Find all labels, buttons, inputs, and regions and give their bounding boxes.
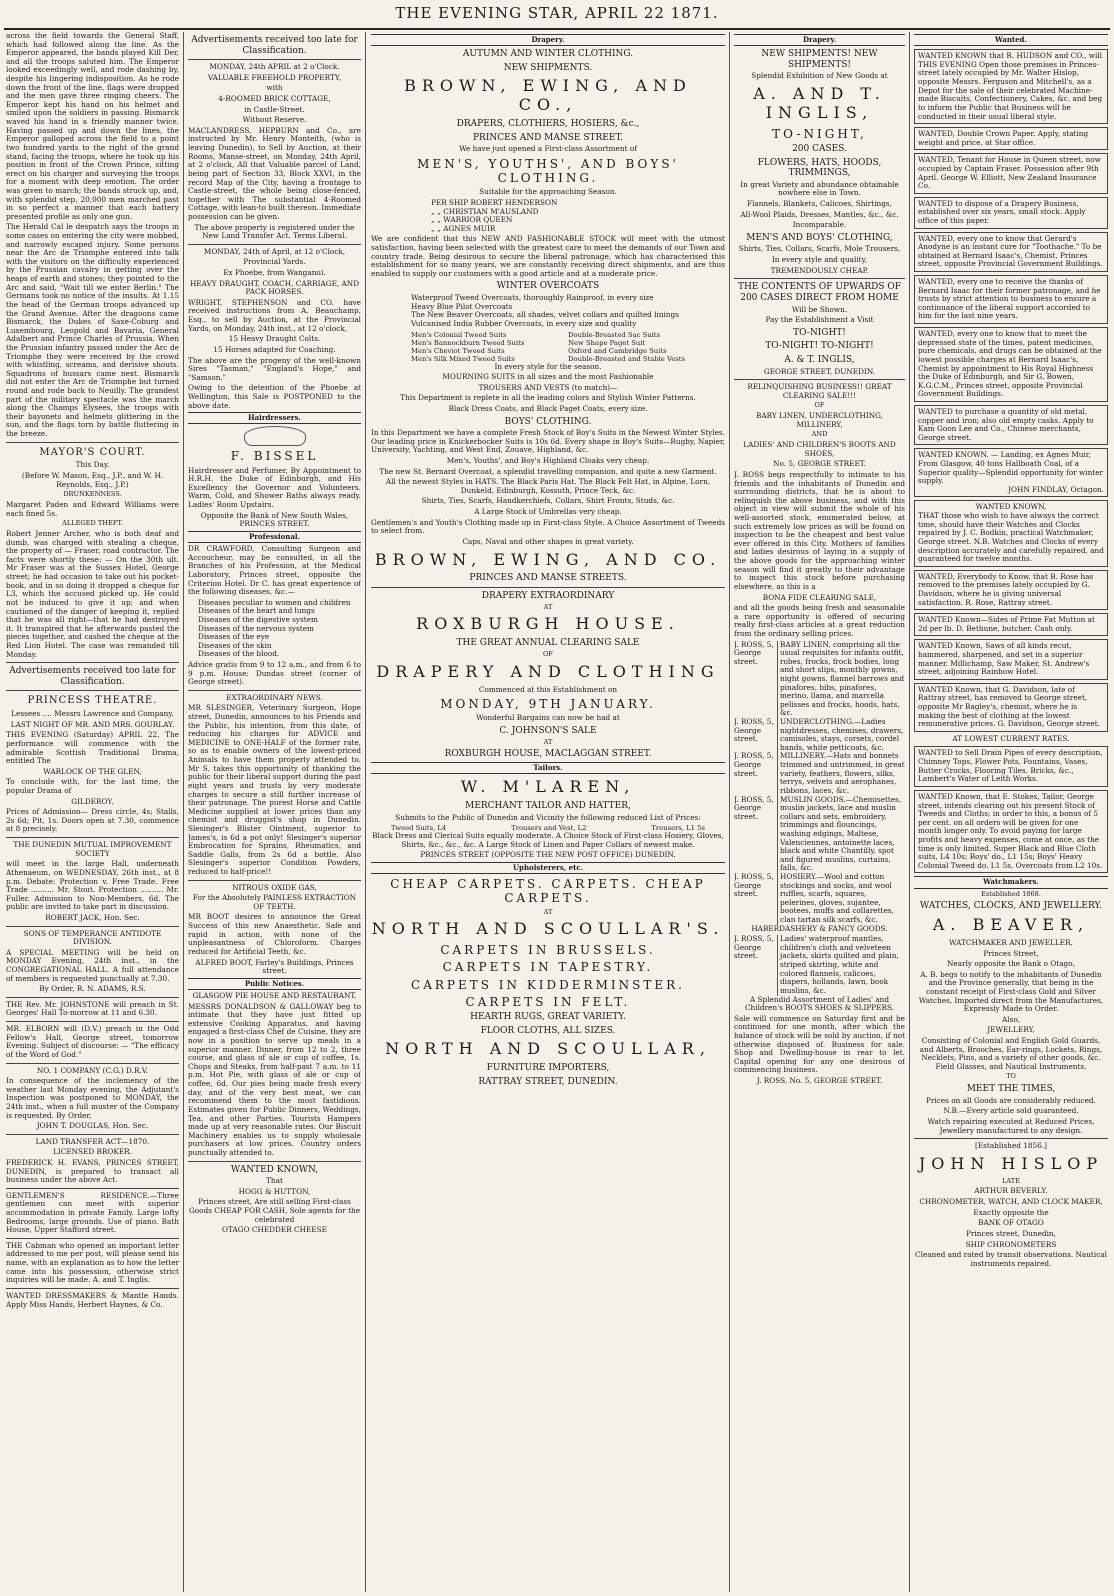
divider: [6, 1134, 179, 1135]
price-item: Trousers and Vest, L2: [511, 824, 587, 833]
wanted-known-text: THAT those who wish to have always the correct time, should have their Watches and Clocks repaired by J. C. Bodkin, practical Watchmaker, George street. N.B. Watches and Clocks of every description accurately and carefully repaired, and guaranteed for twelve months.: [918, 511, 1104, 564]
contents-heading: THE CONTENTS OF UPWARDS OF 200 CASES DIRECT FROM HOME: [738, 282, 901, 303]
beverly-name: ARTHUR BEVERLY.: [974, 1186, 1048, 1196]
list-item: Diseases peculiar to women and children: [198, 597, 351, 607]
exhibition-text: Splendid Exhibition of New Goods at: [751, 71, 888, 81]
gas-subtitle: For the Absolutely PAINLESS EXTRACTION OF TEETH.: [192, 893, 357, 911]
wanted-ad: WANTED, every one to know that to meet the depressed state of the times, patent medicines, pure chemicals, and drugs can be obtained at the lowest possible charges at Bernard Isaac's, Chemist by appointment to His Royal Highness the Duke of Edinburgh, and Sir G. Bowen, K.G.C.M., Princes street, opposite Provincial Government Buildings.: [914, 327, 1108, 402]
wanted-ad: WANTED Known, that E. Stokes, Tailor, George street, intends clearing out his present Stock of Tweeds and Cloths; in order to this, a bonus of 5 per cent. on all orders will be given for one month longer only. To avoid paying for large profits and heavy expenses, come at once, as the time is only limited. Super Black and Blue Cloth suits, L4 10s; Boys' do., L1 15s; Boys' Heavy Colonial Tweed do. L1 5s. Overcoats from L2 10s.: [914, 790, 1108, 873]
sale2-item-1: 15 Heavy Draught Colts.: [228, 334, 321, 344]
mutual-text: will meet in the large Hall, underneath Athenaeum, on WEDNESDAY, 26th inst., at 8 p.m. Debate: Protection v. Free Trade. Free Trade .......... Mr. Stout. Protection .......... Mr. Fuller. Admission to Non-Members, 6d. The public are invited to take part in discussion.: [6, 859, 179, 912]
reduced-text: Prices on all Goods are considerably reduced.: [926, 1095, 1096, 1105]
firm-description: DRAPERS, CLOTHIERS, HOSIERS, &c.,: [456, 119, 640, 130]
wanted-known-title: WANTED KNOWN,: [975, 502, 1047, 512]
late-ads-title: Advertisements received too late for Classification.: [9, 666, 176, 687]
divider: [371, 587, 725, 588]
wool-text: All-Wool Plaids, Dresses, Mantles, &c., &c.: [740, 209, 899, 219]
lowest-rates: AT LOWEST CURRENT RATES.: [952, 733, 1070, 743]
wanted-text: Princes street, Are still selling First-class Goods CHEAP FOR CASH, Sole agents for the celebrated: [188, 1197, 361, 1224]
wanted-ad: WANTED to dispose of a Drapery Business, established over six years, small stock. Apply office of this paper.: [914, 197, 1108, 229]
wanted-ad: [914, 500, 1108, 566]
list-item: PER SHIP ROBERT HENDERSON: [431, 197, 558, 207]
overcoats-heading: WINTER OVERCOATS: [496, 281, 600, 292]
ross-item: [734, 718, 905, 752]
relinquishing-heading: RELINQUISHING BUSINESS!! GREAT CLEARING SALE!!!: [747, 382, 892, 400]
princess-play: WARLOCK OF THE GLEN,: [43, 766, 142, 776]
list-item: The New Beaver Overcoats, all shades, velvet collars and quilted linings: [411, 310, 679, 320]
ross-item: [734, 796, 905, 873]
princess-last-night: LAST NIGHT OF MR. AND MRS. GOURLAY.: [10, 719, 175, 729]
list-item: „ „ AGNES MUIR: [431, 223, 496, 233]
sale2-place: Provincial Yards.: [243, 257, 306, 267]
sale2-ex: Ex Phoebe, from Wanganui.: [223, 268, 326, 278]
bargains-text: Wonderful Bargains can now be had at: [476, 713, 620, 723]
sale1-location: in Castle-Street.: [244, 104, 305, 114]
residence-notice: GENTLEMEN'S RESIDENCE.—Three gentlemen can meet with superior accommodation in private Family. Large lofty Bedrooms, large grounds. Use of piano. Bath House, Upper Stafford street.: [6, 1190, 179, 1235]
divider: [6, 1063, 179, 1064]
cases-count: 200 CASES.: [792, 143, 847, 154]
carpets-kidderminster: CARPETS IN KIDDERMINSTER.: [411, 977, 685, 992]
ross-item-side: J. ROSS, 5, George street.: [734, 794, 774, 821]
list-item: Diseases of the eye: [198, 632, 270, 642]
sale1-note: The above property is registered under the New Land Transfer Act. Terms Liberal.: [194, 222, 355, 241]
wanted-ad: [914, 448, 1108, 497]
list-item: Vulcanised India Rubber Overcoats, in every size and quality: [411, 318, 637, 328]
bona-fide: BONA FIDE CLEARING SALE,: [762, 592, 877, 602]
ross-item: [734, 641, 905, 718]
monday-date: MONDAY, 9TH JANUARY.: [440, 697, 656, 712]
list-item: Diseases of the nervous system: [198, 623, 314, 633]
masthead: THE EVENING STAR, APRIL 22 1871.: [395, 4, 719, 22]
crawford-text: DR CRAWFORD, Consulting Surgeon and Accoucheur, may be consulted, in all the Branches of his Profession, at the Medical Laboratory, Princes street, opposite the Criterion Hotel. Dr C. has great experience of the following diseases, &c.—: [188, 544, 361, 597]
column-rule: [365, 32, 366, 1592]
tremendously-cheap: TREMENDOUSLY CHEAP.: [770, 265, 869, 275]
shipments-heading: NEW SHIPMENTS.: [503, 62, 593, 73]
wanted-cheese: OTAGO CHEDDER CHEESE: [222, 1225, 327, 1235]
drunkenness-heading: DRUNKENNESS.: [63, 490, 122, 499]
cleaned-text: Cleaned and rated by transit observations. Nautical instruments repaired.: [915, 1250, 1107, 1268]
wanted-ad: WANTED Known, that G. Davidson, late of Rattray street, has removed to George street, opposite Mr Bagley's, chemist, where he is making the best of clothing at the lowest remunerative prices. G. Davidson, George street.: [914, 683, 1108, 732]
pie-text: MESSRS DONALDSON & GALLOWAY beg to intimate that they have just fitted up extensive Cooking Apparatus, and having engaged a first-class Chef de Cuisine, they are now in a position to serve up meals in a superior manner. Dinner, from 12 to 2, three course, and glass of ale or cup of coffee, 1s. Chops and Steaks, from half-past 7 a.m. to 11 p.m. Hot Pie, with glass of ale or cup of coffee, 6d. Our pies being made fresh every day, and of the very best meat, we can recommend them to the most fastidious. Estimates given for Public Dinners, Weddings, Tea, and other Parties. Tourists Hampers made up at very reasonable rates. Our Biscuit Machinery enables us to supply wholesale purchasers at low prices. Country orders punctually attended to.: [188, 1001, 361, 1157]
mutual-sign: ROBERT JACK, Hon. Sec.: [45, 912, 140, 922]
visit-text: Pay the Establishment a Visit: [765, 315, 874, 325]
at-label: AT: [543, 907, 553, 916]
sale1-cottage: 4-ROOMED BRICK COTTAGE,: [218, 94, 331, 104]
ross-item: [734, 935, 905, 995]
wanted-ad: WANTED, Tenant for House in Queen street, now occupied by Captain Fraser. Possession after 9th April. George W. Elliott, New Zealand Insurance Co.: [914, 153, 1108, 193]
divider: [6, 1021, 179, 1022]
repair-text: Watch repairing executed at Reduced Prices, Jewellery manufactured to any design.: [927, 1117, 1095, 1135]
wanted-ad-text: WANTED KNOWN. — Landing, ex Agnes Muir, From Glasgow, 40 tons Hallboath Coal, of a Superior quality—Splendid opportunity for winter supply.: [918, 450, 1104, 486]
list-item: Waterproof Tweed Overcoats, thoroughly Rainproof, in every size: [411, 293, 654, 303]
north-scoullars: NORTH AND SCOULLAR'S.: [371, 919, 725, 939]
carpets-brussels: CARPETS IN BRUSSELS.: [440, 943, 656, 958]
every-style-text: In every style for the season.: [494, 361, 602, 371]
princess-lessees: Lessees .... Messrs Lawrence and Company.: [11, 709, 174, 719]
carpets-felt: CARPETS IN FELT.: [465, 994, 631, 1009]
wanted-ad: WANTED Known, Saws of all kinds recut, hammered, sharpened, and set in a superior manner. Millichamp, Saw Maker, St. Andrew's street, adjoining Rainbow Hotel.: [914, 639, 1108, 679]
ross-item-side: J. ROSS, 5, George street.: [734, 717, 774, 744]
elborn-notice: MR. ELBORN will (D.V.) preach in the Odd Fellow's Hall, George street, tomorrow Evening. Subject of discourse: — "The efficacy of the Word of God.": [6, 1024, 179, 1059]
news-text: MR SLESINGER, Veterinary Surgeon, Hope street, Dunedin, announces to his Friends and the Public, his intention, from this date, of reducing his charges for ADVICE and MEDICINE to ONE-HALF of the former rate, so as to enable owners of the lowest-priced Animals to have them properly attended to. Mr S. takes this opportunity of thanking the public for their liberal support during the past eight years and trusts by very moderate charges to secure a still further increase of their patronage. The purest Horse and Cattle Medicine supplied at lower prices than any chemist and druggist's shop in Dunedin. Slesinger's Blister Ointment, superior to James's, is 6d a pot only! Slesinger's superior Embrocation for Sprains, Rheumatics, and Saddle Galls, from 2s 6d a bottle. Also Slesinger's superior Condition Powders, reduced to half-price!!: [188, 703, 361, 877]
sale2-text-2: The above are the progeny of the well-known Sires "Tasman," "England's Hope," and "Samson.": [188, 355, 361, 382]
tonight-2: TO-NIGHT!: [793, 327, 846, 338]
autumn-heading: AUTUMN AND WINTER CLOTHING.: [462, 49, 634, 60]
section-public-notices: Public Notices.: [188, 978, 361, 990]
ross-item-text: UNDERCLOTHING.—Ladies nightdresses, chemises, drawers, camisoles, stays, corsets, cordel bands, white petticoats, &c.: [777, 718, 905, 752]
war-report-2: The Herald Cal le despatch says the troops in some cases on entering the city were mobbed, and narrowly escaped injury. Some persons near the Arc de Triomphe entered into talk with the visitors on the difficulty experienced by the Prussian cavalry in getting over the heaps of earth and stones; they pointed to the Arc and said, "Wait till we enter Berlin." The Germans took no notice of the insults. At 1.15 the head of the German troops advanced up the Grand Avenue. After the dragoons came Bismarck, the Dukes of Saxe-Coburg and Luxembourg, Leopold and Bavaria, General Adalbert and Prince Charles of Prussia. When the Prussian infantry passed under the Arc de Triomphe they were received by the crowd with whistling, screams, and derisive shouts. Squadrons of hussars came next. Bismarck did not enter the Arc de Triomphe but turned round and rode back to Neuilly. The grandest part of the military spectacle was the march along the Champs Elysees, the troops with their bayonets and helmets glittering in the sun, and the flags torn by battle fluttering in the breeze.: [6, 222, 179, 439]
divider: [188, 59, 361, 60]
flowers-heading: FLOWERS, HATS, HOODS, TRIMMINGS,: [757, 157, 882, 179]
inglis-name-2: A. & T. INGLIS,: [784, 354, 855, 365]
gas-text: MR BOOT desires to announce the Great Success of this new Anaesthetic. Safe and rapid in action, with none of the unpleasantness of Chloroform. Charges reduced for Artificial Teeth, &c.: [188, 912, 361, 956]
sale2-title: HEAVY DRAUGHT, COACH, CARRIAGE, AND PACK HORSES.: [189, 278, 360, 297]
price-item: Trousers, L1 5s: [651, 824, 705, 833]
to-label: TO: [1006, 1072, 1016, 1081]
wanted-ad: WANTED, every one to receive the thanks of Bernard Isaac for their former patronage, and he trusts by strict attention to business to ensure a continuance of the liberal support accorded to him for the last nine years.: [914, 275, 1108, 324]
sons-text: A SPECIAL MEETING will be held on MONDAY Evening, 24th inst., in the CONGREGATIONAL HALL. A full attendance of members is requested punctually at 7.30.: [6, 947, 179, 983]
list-item: Double-Breasted and Stable Vests: [568, 354, 685, 363]
gas-sign: ALFRED BOOT, Farley's Buildings, Princes street.: [195, 957, 354, 976]
bank-of-otago: BANK OF OTAGO: [978, 1218, 1044, 1228]
ross-item-text: HOSIERY.—Wool and cotton stockings and socks, and wool ruffles, scarfs, squares, pelerines, gloves, sujantee, bootees, muffs and collarettes, clan tartan silk scarfs, &c.: [777, 873, 905, 925]
brown-ewing-name-2: BROWN, EWING, AND CO.: [374, 549, 722, 569]
broker-heading: LICENSED BROKER.: [53, 1147, 132, 1157]
ross-item-side: J. ROSS, 5, George street.: [734, 751, 774, 778]
sale2-date: MONDAY, 24th of April, at 12 o'Clock,: [203, 246, 346, 256]
flannels-text: Flannels, Blankets, Calicoes, Shirtings,: [747, 199, 892, 209]
floor-cloths: FLOOR CLOTHS, ALL SIZES.: [480, 1025, 616, 1036]
at-label: AT: [543, 602, 553, 611]
list-item: Diseases of the skin: [198, 640, 272, 650]
drapery-clothing: DRAPERY AND CLOTHING: [376, 661, 720, 681]
company-text: In consequence of the inclemency of the weather last Monday evening, the Adjutant's Inspection was postponed to MONDAY, the 24th inst., when a full muster of the Company is requested. By Order,: [6, 1076, 179, 1120]
ship-chronometers: SHIP CHRONOMETERS: [965, 1239, 1057, 1249]
firm-address-2: PRINCES AND MANSE STREETS.: [469, 573, 627, 584]
ross-item: [734, 752, 905, 795]
hislop-name: JOHN HISLOP: [918, 1153, 1104, 1173]
sale-text: Sale will commence on Saturday first and be continued for one month, after which the balance of stock will be sold by auction, if not otherwise disposed of. Business for sale. Shop and Dwelling-house in rear to let. Capital opening for any one desirous of commencing business.: [734, 1013, 905, 1075]
of-label: OF: [543, 649, 553, 658]
ross-item-text: Ladies' waterproof mantles, children's cloth and velveteen jackets, skirts quilted and plain, striped skirting, white and colored flannels, calicoes, diapers, hollands, lawn, book muslins, &c.: [777, 935, 905, 995]
mens-clothing-heading: MEN'S, YOUTHS', AND BOYS' CLOTHING.: [417, 157, 679, 186]
divider: [6, 690, 179, 691]
bissel-text: Hairdresser and Perfumer, By Appointment to H.R.H. the Duke of Edinburgh, and His Excellency the Governor and Volunteers. Warm, Cold, and Shower Baths always ready. Ladies' Room Upstairs.: [188, 465, 361, 509]
confident-text: We are confident that this NEW AND FASHIONABLE STOCK will meet with the utmost satisfaction, having been selected with the greatest care to meet the demands of our Town and country trade. Being desirous to secure the liberal patronage, which has characterised this establishment for so many years, we are constantly receiving direct shipments, and are thus enabled to supply our customers with a good article and at a moderate price.: [371, 234, 725, 278]
hearth-rugs: HEARTH RUGS, GREAT VARIETY.: [470, 1011, 626, 1022]
divider: [734, 278, 905, 279]
theft-heading: ALLEGED THEFT.: [62, 519, 123, 528]
list-item: New Shape Paget Suit: [568, 338, 646, 347]
sale2-postponed: Owing to the detention of the Phoebe at Wellington, this Sale is POSTPONED to the above date.: [188, 383, 361, 410]
shown-text: Will be Shown.: [791, 304, 848, 314]
divider: [6, 1188, 179, 1189]
column-3: [371, 32, 725, 1592]
sons-sign: By Order, R. N. ADAMS, R.S.: [39, 984, 146, 994]
price-item: Tweed Suits, L4: [391, 824, 447, 833]
land-act: LAND TRANSFER ACT—1870.: [35, 1136, 150, 1146]
watches-heading: WATCHES, CLOCKS, AND JEWELLERY.: [919, 901, 1103, 912]
wanted-ad: WANTED, Everybody to Know, that B. Rose has removed to the premises lately occupied by G. Davidson, where he is giving universal satisfaction. R. Rose, Rattray street.: [914, 570, 1108, 610]
sale1-reserve: Without Reserve.: [242, 115, 307, 125]
wanted-ad: WANTED, Double Crown Paper. Apply, stating weight and price, at Star office.: [914, 127, 1108, 150]
list-item: Double-Breasted Sac Suits: [568, 330, 660, 339]
beaver-name: A. BEAVER,: [932, 915, 1090, 935]
carpets-tapestry: CARPETS IN TAPESTRY.: [442, 960, 654, 975]
late-ads-title: Advertisements received too late for Classification.: [191, 35, 358, 56]
late-label: LATE: [1002, 1176, 1020, 1185]
ross-item-side: J. ROSS, 5, George street.: [734, 934, 774, 961]
pie-title: GLASGOW PIE HOUSE AND RESTAURANT.: [192, 990, 357, 1000]
sale1-text: MACLANDRESS, HEPBURN and Co., are instructed by Mr. Henry Monteith, (who is leaving Dunedin), to Sell by Auction, at their Rooms, Manse-street, on Monday, 24th April, at 2 o'clock, All that Valuable parcel of Land, being part of Section 33, Block XXVI, in the record Map of the City, having a frontage to Castle-street, the whole being close-fenced, together with The substantial 4-Roomed Cottage, with lean-to built thereon. Immediate possession can be given.: [188, 125, 361, 221]
ships-list: [431, 199, 725, 233]
wanted-that: That: [266, 1176, 283, 1186]
divider: [734, 379, 905, 380]
suits-right: [568, 331, 685, 363]
at-label: AT: [543, 737, 553, 746]
trousers-heading: TROUSERS AND VESTS (to match)—: [478, 382, 618, 392]
umbrellas-text: A Large Stock of Umbrellas very cheap.: [474, 507, 622, 517]
bona-text: and all the goods being fresh and seasonable a rare opportunity is offered of securing really first-class articles at a great reduction from the ordinary selling prices.: [734, 603, 905, 638]
bissel-name: F. BISSEL: [230, 449, 319, 464]
divider: [188, 244, 361, 245]
bissel-address: Opposite the Bank of New South Wales, PRINCES STREET.: [200, 510, 349, 529]
ross-item-text: BABY LINEN, comprising all the usual requisites for infants outfit, robes, frocks, frock bodies, long and short slips, monthly gowns, night gowns, flannel barrows and pinafores, bibs, pinafores, merino, llama, and marcella pelisses and frocks, hoods, hats, &c.: [777, 641, 905, 718]
ross-text: J. ROSS begs respectfully to intimate to his friends and the inhabitants of Dunedin and surrounding districts, that he is about to relinquish the above business, and with this object in view will submit the whole of his well-assorted stock, enumerated below, at such extremely low prices as will be found on inspection to be the cheapest and best value ever offered in this City. Mothers of families and ladies desirous of laying in a supply of the above goods for the approaching winter season will find it greatly to their advantage to inspect this stock before purchasing elsewhere, as this is a: [734, 469, 905, 591]
princess-theatre-title: PRINCESS THEATRE.: [27, 695, 158, 707]
gas-title: NITROUS OXIDE GAS,: [232, 882, 317, 892]
jewellery-text: Consisting of Colonial and English Gold Guards, and Alberts, Brooches, Ear-rings, Lockets, Rings, Necklets, Pins, and a variety of other goods, &c. Field Glasses, and Nautical Instruments.: [919, 1035, 1103, 1071]
shirts-text: Shirts, Ties, Scarfs, Handkerchiefs, Collars, Shirt Fronts, Studs, &c.: [421, 496, 675, 506]
clearing-sale: THE GREAT ANNUAL CLEARING SALE: [456, 638, 640, 649]
youth-text: Gentlemen's and Youth's Clothing made up in First-class Style. A Choice Assortment of Tweeds to select from.: [371, 517, 725, 536]
hats-text: All the newest Styles in HATS. The Black Paris Hat. The Black Felt Hat, in Alpine, Lorn, Dunkeld, Edinburgh, Kossuth, Prince Teck, &c.: [385, 477, 711, 495]
crawford-hours: Advice gratis from 9 to 12 a.m., and from 6 to 9 p.m. House: Dundas street (corner of George street).: [188, 660, 361, 687]
chronometer-maker: CHRONOMETER, WATCH, AND CLOCK MAKER,: [919, 1197, 1103, 1207]
exactly-opposite: Exactly opposite the: [973, 1207, 1049, 1217]
bernard-text: The new St. Bernard Overcoat, a splendid travelling companion, and quite a new Garment.: [379, 466, 717, 476]
list-item: Men's Bannockburn Tweed Suits: [411, 338, 525, 347]
sale1-with: with: [266, 83, 283, 93]
section-professional: Professional.: [188, 531, 361, 543]
list-item: „ „ WARRIOR QUEEN: [431, 215, 513, 225]
wanted-ad: WANTED to purchase a quantity of old metal, copper and iron; also old empty casks. Apply to Kam Goon Lee and Co., Chinese merchants, George street.: [914, 405, 1108, 445]
section-drapery: Drapery.: [734, 34, 905, 46]
ross-item-text: MILLINERY.—Hats and bonnets trimmed and untrimmed, in great variety, feathers, flowers, silks, terrys, velvets and aerophanes, ribbons, laces, &c.: [777, 752, 905, 795]
war-report: across the field towards the General Staff, which had followed along the line. As the Emperor appeared, the bands played Kill Der, and all the troops saluted him. The Emperor looked exceedingly well, and rode dashing by, despite his lingering indisposition. As he rode down the front of the line, flags were dropped and the men gave three ringing cheers. The Emperor kept his hand on his helmet and smiled upon the soldiers in passing. Bismarck waved his hand in a friendly manner twice. Having passed up and down the lines, the Emperor galloped across the field to a point two hundred yards to the right of the grand stand, facing the troops, where he took up his position in front of the Crown Prince, sitting erect on his charger and surveying the troops for a moment with deep emotion. The order was given to march; the bands struck up, and, with splendid step, 20,000 men marched past in so perfect a manner that each battery presented profile as only one gun.: [6, 32, 179, 221]
sale2-item-2: 15 Horses adapted for Coaching.: [213, 344, 336, 354]
george-street: GEORGE STREET, DUNEDIN.: [763, 366, 876, 376]
sale1-date: MONDAY, 24th APRIL at 2 o'Clock.: [209, 62, 340, 72]
highland-text: Men's, Youths', and Boy's Highland Cloaks very cheap.: [446, 456, 650, 466]
wanted-ad: WANTED to Sell Drain Pipes of every description, Chimney Tops, Flower Pots, Fountains, Vases, Butter Crocks, Flooring Tiles, Bricks, &c., Lambert's Water of Leith Works.: [914, 746, 1108, 786]
drunkenness-text: Margaret Paden and Edward Williams were each fined 5s.: [6, 500, 179, 518]
also-label: Also,: [1001, 1014, 1021, 1024]
established: Established 1868.: [981, 889, 1041, 898]
section-hairdressers: Hairdressers.: [188, 412, 361, 424]
suitable-text: Suitable for the approaching Season.: [479, 187, 617, 197]
guarantee-text: N.B.—Every article sold guaranteed.: [943, 1106, 1079, 1116]
divider: [6, 1288, 179, 1289]
ross-item-side: J. ROSS, 5, George street.: [734, 872, 774, 899]
mlaren-text-2: Black Dress and Clerical Suits equally moderate. A Choice Stock of First-class Hosiery, Gloves, Shirts, &c., &c., &c. A Large Stock of Linen and Paper Collars of newest make.: [372, 831, 724, 849]
every-style-text: In every style and quality,: [771, 255, 868, 265]
royal-crest-icon: [244, 426, 306, 446]
masthead-rule: [4, 28, 1110, 30]
johnson-sale: C. JOHNSON'S SALE: [499, 725, 597, 736]
beaver-description: WATCHMAKER AND JEWELLER,: [949, 937, 1073, 947]
mens-boys-clothing: MEN'S AND BOYS' CLOTHING,: [746, 232, 893, 243]
haberdashery-heading: HABERDASHERY & FANCY GOODS.: [751, 923, 888, 933]
broker-text: FREDERICK H. EVANS, PRINCES STREET, DUNEDIN, is prepared to transact all business under the above Act.: [6, 1157, 179, 1185]
wanted-ad: WANTED KNOWN that R. HUDSON and CO., will THIS EVENING Open those premises in Princes-street lately occupied by Mr. Walter Hislop, opposite Messrs. Ferguson and Mitchell's, as a Depot for the sale of their celebrated Machine-made Biscuits, Confectionery, Cakes, &c. and beg to inform the Public that Business will be conducted in their usual liberal style.: [914, 49, 1108, 124]
column-5: [914, 32, 1108, 1592]
wanted-ad: WANTED, every one to know that Gerard's Anodyne is an instant cure for "Toothache." To be obtained at Bernard Isaac's, Chemist, Princes street, opposite Provincial Government Buildings.: [914, 232, 1108, 272]
cabman-notice: THE Cabman who opened an important letter addressed to me per post, will please send his name, with an explanation as to how the letter came into his possession, otherwise strict inquiries will be made. A. and T. Inglis.: [6, 1240, 179, 1285]
johnstone-notice: THE Rev. Mr. JOHNSTONE will preach in St. Georges' Hall To-morrow at 11 and 6.30.: [6, 999, 179, 1018]
mlaren-text: Submits to the Public of Dunedin and Vicinity the following reduced List of Prices:: [395, 812, 701, 822]
divider: [6, 442, 179, 443]
bank-address: Princes street, Dunedin,: [966, 1228, 1056, 1238]
list-item: Heavy Blue Pilot Overcoats: [411, 301, 513, 311]
mourning-text: MOURNING SUITS in all sizes and the most Fashionable: [442, 372, 654, 382]
list-item: „ „ CHRISTIAN M'AUSLAND: [431, 206, 539, 216]
list-item: Men's Colonial Tweed Suits: [411, 330, 507, 339]
company-sign: JOHN T. DOUGLAS, Hon. Sec.: [36, 1121, 149, 1131]
boys-clothing-heading: BOYS' CLOTHING.: [504, 416, 592, 427]
firm-address: PRINCES AND MANSE STREET.: [472, 132, 623, 143]
divider: [6, 837, 179, 838]
boots-heading: A Splendid Assortment of Ladies' and Children's BOOTS SHOES & SLIPPERS.: [744, 994, 895, 1013]
beaver-address: Princes Street,: [983, 948, 1039, 958]
column-rule: [183, 32, 184, 1592]
section-wanted: Wanted.: [914, 34, 1108, 46]
ross-address: No. 5, GEORGE STREET.: [773, 459, 866, 469]
court-bench: (Before W. Mason, Esq., J.P., and W. H. Reynolds, Esq., J.P.): [21, 471, 164, 489]
princess-prices: Prices of Admission— Dress circle, 4s; Stalls, 2s 6d; Pit, 1s. Doors open at 7.30, commence at 8 precisely.: [6, 807, 179, 834]
mlaren-name: W. M'LAREN,: [460, 777, 636, 797]
court-day: This Day.: [75, 460, 110, 470]
divider: [188, 1161, 361, 1162]
jewellery-heading: JEWELLERY,: [987, 1025, 1035, 1035]
theft-text: Robert Jenner Archer, who is both deaf and dumb, was charged with stealing a cheque, the property of — Fraser, road contractor. The facts were shortly these: — On the 30th ult. Mr Fraser was at the Sussex Hotel, George street; he had occasion to take out his pocket-book, and in so doing it dropped a cheque for L3, which the accused picked up. He could not be induced to give it up; and when cautioned of the danger of keeping it, replied that he was all right—that he had destroyed it. It transpired that he afterwards pasted the pieces together, and cashed the cheque at the Red Lion Hotel. The case was remanded till Monday.: [6, 529, 179, 659]
ross-item-text: MUSLIN GOODS.—Chemisettes, muslin jackets, lace and muslin collars and sets, embroidery, trimmings and flouncings, washing edgings, Maltese, Valenciennes, antoinette laces, black and white Chantilly, spot and figured muslins, curtains, falls, &c.: [777, 796, 905, 873]
findlay-sign: JOHN FINDLAY, Octagon.: [1008, 484, 1104, 494]
column-rule: [909, 32, 910, 1592]
wanted-title: WANTED KNOWN,: [230, 1164, 319, 1175]
list-item: Diseases of the blood.: [198, 649, 280, 659]
beaver-opposite: Nearly opposite the Bank o Otago,: [947, 959, 1075, 969]
section-upholsterers: Upholsterers, etc.: [371, 862, 725, 874]
beaver-text: A. B. begs to notify to the inhabitants of Dunedin and the Province generally, that being in the constant receipt of First-class Gold and Silver Watches, Imported direct from the Manufactures, Expressly Made to Order.: [918, 969, 1104, 1014]
and-label: AND: [811, 430, 828, 439]
opened-text: We have just opened a First-class Assortment of: [459, 144, 637, 154]
black-coats-text: Black Dress Coats, and Black Paget Coats, every size.: [448, 404, 648, 413]
list-item: Diseases of the digestive system: [198, 614, 318, 624]
suits-table: [371, 331, 725, 363]
wanted-firm: HOGG & HUTTON,: [238, 1186, 311, 1196]
princess-text: THIS EVENING (Saturday) APRIL 22, The performance will commence with the admirable Scottish Traditional Drama, entitled The: [6, 730, 179, 766]
princess-conclude: To conclude with, for the last time, the popular Drama of: [6, 777, 179, 796]
list-item: Oxford and Cambridge Suits: [568, 346, 667, 355]
divider: [6, 1238, 179, 1239]
list-item: Men's Silk Mixed Tweed Suits: [411, 354, 515, 363]
caps-text: Caps, Naval and other shapes in great variety.: [462, 536, 634, 546]
court-title: MAYOR'S COURT.: [39, 446, 146, 458]
mlaren-address: PRINCES STREET (OPPOSITE THE NEW POST OFFICE) DUNEDIN.: [420, 850, 676, 860]
divider: [188, 690, 361, 691]
roxburgh-address: ROXBURGH HOUSE, MACLAGGAN STREET.: [444, 749, 652, 760]
princess-play-2: GILDEROY.: [71, 796, 114, 806]
cheap-carpets: CHEAP CARPETS. CARPETS. CHEAP CARPETS.: [390, 877, 706, 906]
of-label: OF: [814, 401, 825, 410]
crawford-diseases-list: [198, 599, 361, 659]
established-2: [Established 1856.]: [974, 1141, 1048, 1151]
list-item: Diseases of the heart and lungs: [198, 606, 315, 616]
commenced-text: Commenced at this Establishment on: [478, 684, 618, 694]
variety-text: In great Variety and abundance obtainable nowhere else in Town.: [740, 179, 899, 198]
inglis-name: A. AND T. INGLIS,: [753, 84, 886, 122]
ross-item-side: J. ROSS, 5, George street.: [734, 639, 774, 666]
north-scoullar: NORTH AND SCOULLAR,: [385, 1039, 711, 1059]
column-2: [188, 32, 361, 1592]
trousers-text: This Department is replete in all the leading colors and Stylish Winter Patterns.: [400, 393, 696, 403]
rattray-street: RATTRAY STREET, DUNEDIN.: [478, 1076, 618, 1087]
section-tailors: Tailors.: [371, 762, 725, 774]
sale2-text: WRIGHT, STEPHENSON and CO. have received instructions from A. Beauchamp, Esq., to sell by Auction, at the Provincial Yards, on Monday, 24th inst., at 12 o'clock,: [188, 297, 361, 333]
section-watchmakers: Watchmakers.: [914, 876, 1108, 888]
tonight: TO-NIGHT,: [772, 126, 867, 141]
column-rule: [729, 32, 730, 1592]
new-shipments: NEW SHIPMENTS! NEW SHIPMENTS!: [761, 49, 878, 70]
shirts-text: Shirts, Ties, Collars, Scarfs, Mole Trousers,: [738, 244, 901, 254]
overcoats-list: [411, 294, 725, 328]
company-title: NO. 1 COMPANY (C.G.) D.R.V.: [36, 1065, 149, 1075]
sale1-title: VALUABLE FREEHOLD PROPERTY,: [207, 72, 342, 82]
furniture-importers: FURNITURE IMPORTERS,: [486, 1062, 610, 1073]
dressmakers-notice: WANTED DRESSMAKERS & Mantle Hands. Apply Miss Hands, Herbert Haynes, & Co.: [6, 1290, 179, 1309]
meet-the-times: MEET THE TIMES,: [966, 1084, 1056, 1095]
baby-linen-heading: BABY LINEN, UNDERCLOTHING, MILLINERY,: [755, 411, 883, 429]
column-4: [734, 32, 905, 1592]
section-drapery: Drapery.: [371, 34, 725, 46]
list-item: Men's Cheviot Tweed Suits: [411, 346, 505, 355]
wanted-ad: WANTED Known—Sides of Prime Fat Mutton at 2d per lb. D. Bethune, butcher. Cash only.: [914, 613, 1108, 636]
divider: [6, 662, 179, 663]
mlaren-description: MERCHANT TAILOR AND HATTER,: [465, 801, 631, 811]
news-title: EXTRAORDINARY NEWS.: [226, 692, 323, 702]
ladies-heading: LADIES' AND CHILDREN'S BOOTS AND SHOES,: [743, 440, 896, 458]
brown-ewing-name: BROWN, EWING, AND CO.,: [404, 76, 692, 115]
roxburgh-house: ROXBURGH HOUSE.: [416, 614, 680, 634]
tonight-3: TO-NIGHT! TO-NIGHT!: [765, 341, 874, 352]
divider: [188, 880, 361, 881]
divider: [914, 1138, 1108, 1139]
boys-text: In this Department we have a complete Fresh Stock of Boy's Suits in the Newest Winter Styles. Our leading price in Knickerbocker Suits is 10s 6d. Every shape in Boy's Suits—Rugby, Napier, University, Yachting, and West End, Zouave, Highland, &c.: [371, 428, 725, 455]
divider: [6, 926, 179, 927]
suits-left: [411, 331, 524, 363]
drapery-extraordinary: DRAPERY EXTRAORDINARY: [481, 591, 615, 602]
divider: [6, 997, 179, 998]
ross-item: [734, 873, 905, 925]
incomparable-text: Incomparable.: [792, 220, 847, 230]
mutual-title: THE DUNEDIN MUTUAL IMPROVEMENT SOCIETY: [13, 840, 172, 858]
sons-title: SONS OF TEMPERANCE ANTIDOTE DIVISION.: [23, 928, 162, 947]
column-1: [6, 32, 179, 1592]
ross-sign: J. ROSS, No. 5, GEORGE STREET.: [756, 1076, 883, 1086]
